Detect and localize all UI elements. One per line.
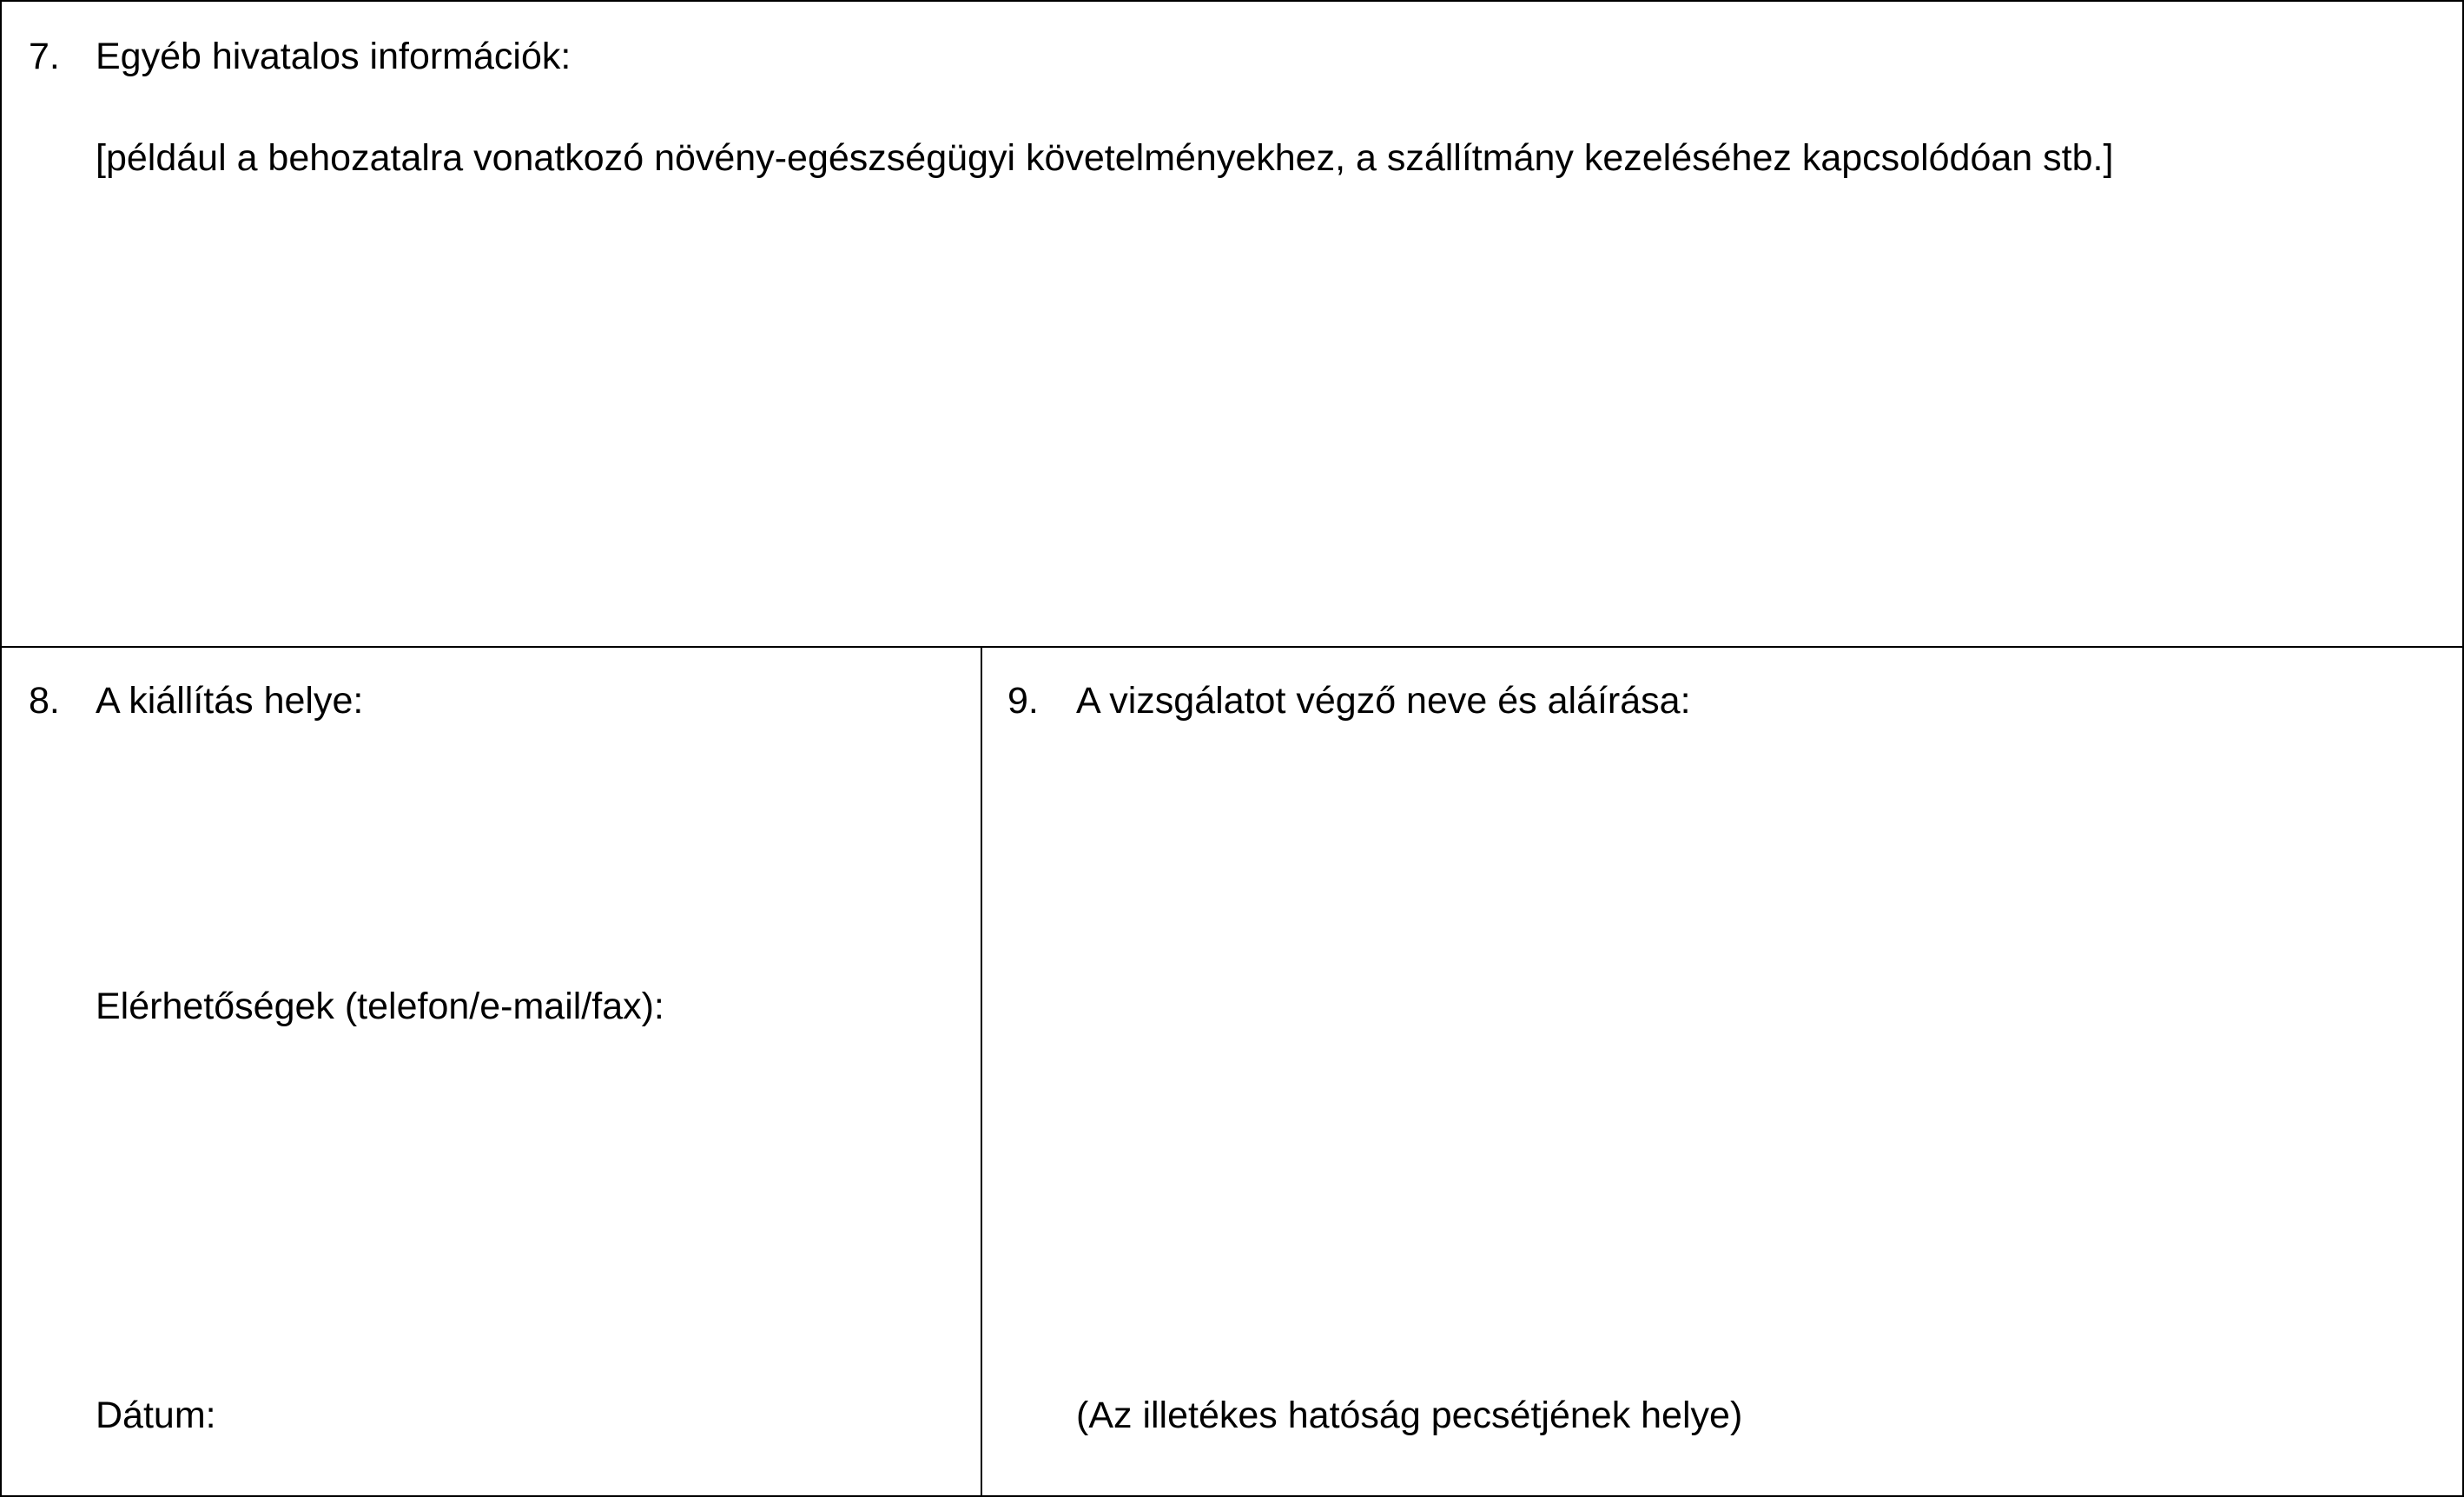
contacts-label: Elérhetőségek (telefon/e-mail/fax): [96, 986, 664, 1027]
date-label: Dátum: [96, 1395, 216, 1436]
section-8-title: A kiállítás helye: [96, 680, 364, 722]
stamp-label: (Az illetékes hatóság pecsétjének helye) [1076, 1395, 1743, 1436]
section-8-number: 8. [29, 680, 60, 722]
column-divider [981, 646, 982, 1495]
section-7-title: Egyéb hivatalos információk: [96, 36, 571, 77]
section-7-number: 7. [29, 36, 60, 77]
section-7-note: [például a behozatalra vonatkozó növény-egészségügyi követelményekhez, a szállítmány kezeléséhez kapcsolódóan stb.] [96, 137, 2114, 179]
section-9-title: A vizsgálatot végző neve és aláírása: [1076, 680, 1691, 722]
row-divider [2, 646, 2462, 648]
section-9-number: 9. [1007, 680, 1039, 722]
